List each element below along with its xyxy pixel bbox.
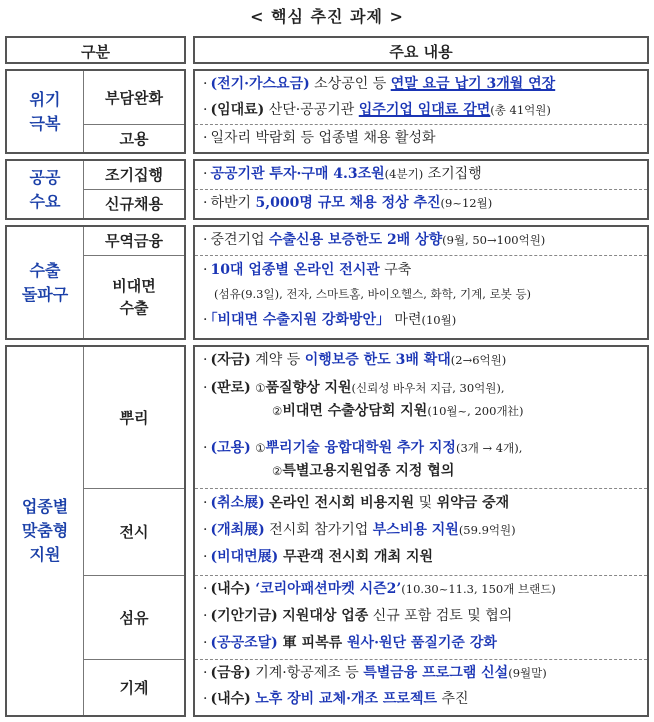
sub-employment: 고용 <box>83 124 184 152</box>
content-line: · (비대면展) 무관객 전시회 개최 지원 <box>203 549 434 565</box>
content-line: · 공공기관 투자·구매 4.3조원(4분기) 조기집행 <box>203 166 482 182</box>
content-line: (섬유(9.3일), 전자, 스마트홈, 바이오헬스, 화학, 기계, 로봇 등) <box>214 287 532 301</box>
category-industry: 업종별 맞춤형 지원 <box>21 497 69 564</box>
sub-contactless-export: 비대면 수출 <box>83 255 184 338</box>
content-line: · (판로) ①품질향상 지원(신뢰성 바우처 지급, 30억원), <box>203 380 505 396</box>
sub-early-exec: 조기집행 <box>83 161 184 189</box>
content-line: · 10대 업종별 온라인 전시관 구축 <box>203 262 412 278</box>
content-line: · (내수) 노후 장비 교체·개조 프로젝트 추진 <box>203 691 469 707</box>
content-line: · (전기·가스요금) 소상공인 등 연말 요금 납기 3개월 연장 <box>203 76 556 92</box>
divider <box>195 255 647 256</box>
sub-burden-relief: 부담완화 <box>83 71 184 124</box>
divider <box>195 488 647 489</box>
sub-new-hire: 신규채용 <box>83 189 184 218</box>
content-line: · (공공조달) 軍 피복류 원사·원단 품질기준 강화 <box>203 635 497 651</box>
content-line: · 일자리 박람회 등 업종별 채용 활성화 <box>203 130 436 146</box>
content-line: · 중견기업 수출신용 보증한도 2배 상향(9월, 50→100억원) <box>203 232 546 248</box>
content-line: · 「비대면 수출지원 강화방안」 마련(10월) <box>203 312 457 328</box>
category-export: 수출 돌파구 <box>21 260 69 304</box>
category-crisis: 위기 극복 <box>29 89 61 133</box>
sub-root: 뿌리 <box>83 347 184 488</box>
sub-exhibition: 전시 <box>83 488 184 575</box>
header-right-label: 주요 내용 <box>389 43 453 61</box>
divider <box>195 189 647 190</box>
header-right <box>193 36 649 64</box>
content-line: · 하반기 5,000명 규모 채용 정상 추진(9~12월) <box>203 195 493 211</box>
header-left <box>5 36 186 64</box>
content-line: · (고용) ①뿌리기술 융합대학원 추가 지정(3개 → 4개), <box>203 440 523 456</box>
content-line: · (내수) ‘코리아패션마켓 시즌2’(10.30~11.3, 150개 브랜드) <box>203 581 556 597</box>
content-line: · (취소展) 온라인 전시회 비용지원 및 위약금 중재 <box>203 495 510 511</box>
content-line: · (임대료) 산단·공공기관 입주기업 임대료 감면(총 41억원) <box>203 102 551 118</box>
content-line: · (개최展) 전시회 참가기업 부스비용 지원(59.9억원) <box>203 522 516 538</box>
page-title: < 핵심 추진 과제 > <box>250 7 404 26</box>
divider <box>195 124 647 125</box>
content-line: ②비대면 수출상담회 지원(10월~, 200개社) <box>272 403 524 419</box>
sub-textile: 섬유 <box>83 575 184 659</box>
content-line: · (금융) 기계·항공제조 등 특별금융 프로그램 신설(9월말) <box>203 665 547 681</box>
content-line: · (자금) 계약 등 이행보증 한도 3배 확대(2→6억원) <box>203 352 507 368</box>
header-left-label: 구분 <box>81 43 110 61</box>
content-line: ②특별고용지원업종 지정 협의 <box>272 463 455 479</box>
category-public-demand: 공공 수요 <box>29 167 61 211</box>
divider <box>195 575 647 576</box>
content-line: · (기안기금) 지원대상 업종 신규 포함 검토 및 협의 <box>203 608 513 624</box>
sub-trade-finance: 무역금융 <box>83 227 184 255</box>
sub-machinery: 기계 <box>83 659 184 715</box>
divider <box>195 659 647 660</box>
